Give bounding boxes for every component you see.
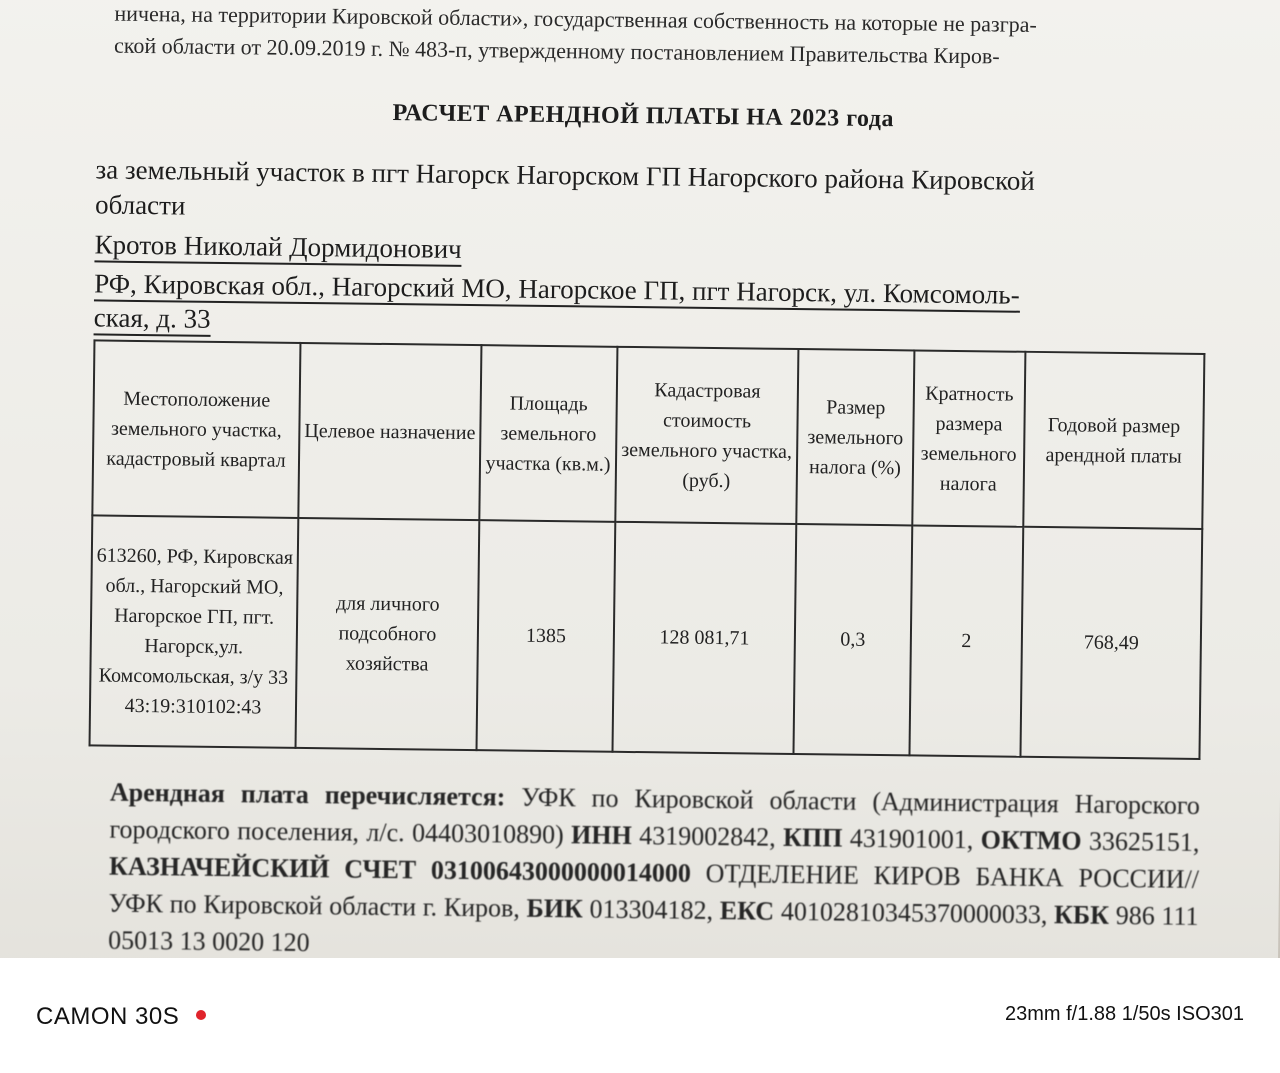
cell-purpose: для личного подсобного хозяйства (296, 518, 480, 750)
kpp-label: КПП (782, 822, 843, 853)
header-location: Местоположение земельного участка, кадастровый квартал (92, 340, 300, 518)
oktmo-label: ОКТМО (980, 825, 1082, 856)
header-line-2: ской области от 20.09.2019 г. № 483-п, утвержденному постановлением Правительства Киров- (113, 32, 1000, 69)
oktmo-value: 33625151, (1088, 826, 1200, 857)
account-label: КАЗНАЧЕЙСКИЙ СЧЕТ (108, 851, 417, 885)
cell-cadastral-value: 128 081,71 (612, 522, 796, 754)
tenant-address-row-2 (94, 302, 211, 334)
bank-name: ОТДЕЛЕНИЕ КИРОВ БАНКА РОССИИ//УФК по Кировской области г. Киров, (108, 858, 1200, 923)
cell-area: 1385 (477, 520, 616, 752)
account-value: 03100643000000014000 (430, 855, 692, 888)
payment-recipient: УФК по Кировской области (Администрация Нагорского городского поселения, л/с. 04403010890) (109, 782, 1201, 850)
table-header-row (92, 340, 1204, 529)
bik-label: БИК (526, 893, 584, 924)
tenant-address-line-1: РФ, Кировская обл., Нагорский МО, Нагорское ГП, пгт Нагорск, ул. Комсомоль- (94, 268, 1020, 312)
eks-value: 40102810345370000033, (780, 896, 1048, 930)
subject-line-1: за земельный участок в пгт Нагорск Нагорском ГП Нагорского района Кировской (95, 154, 1035, 196)
header-cadastral-value: Кадастровая стоимость земельного участка, (руб.) (615, 347, 798, 524)
kpp-value: 431901001, (849, 823, 974, 855)
payment-label: Арендная плата перечисляется: (109, 777, 506, 812)
document-title: РАСЧЕТ АРЕНДНОЙ ПЛАТЫ НА 2023 года (392, 100, 895, 133)
cell-tax-rate: 0,3 (793, 524, 912, 755)
header-line-1: ничена, на территории Кировской области», государственная собственность на которые не разгра- (114, 0, 1037, 37)
bik-value: 013304182, (589, 894, 714, 926)
header-area: Площадь земельного участка (кв.м.) (479, 345, 617, 522)
subject-line-2: области (94, 189, 186, 221)
camera-brand: CAMON 30S (36, 1003, 180, 1030)
cell-annual-rent: 768,49 (1020, 527, 1202, 759)
eks-label: ЕКС (719, 896, 775, 926)
tenant-name: Кротов Николай Дормидонович (94, 229, 461, 266)
brand-dot-icon (196, 1010, 206, 1020)
cell-multiplier: 2 (909, 525, 1023, 756)
kbk-value: 986 111 05013 13 0020 120 (107, 900, 1199, 958)
header-tax-rate: Размер земельного налога (%) (796, 349, 914, 525)
tenant-name-row (94, 229, 461, 264)
kbk-label: КБК (1053, 900, 1110, 930)
tenant-address-row-1 (94, 268, 1020, 310)
header-multiplier: Кратность размера земельного налога (912, 350, 1025, 526)
rent-table (89, 339, 1206, 760)
tenant-address-line-2: ская, д. 33 (94, 302, 211, 336)
table-row (90, 515, 1203, 759)
inn-value: 4319002842, (639, 821, 776, 852)
cell-location: 613260, РФ, Кировская обл., Нагорский МО, Нагорское ГП, пгт. Нагорск,ул. Комсомольская, з/у 33 43:19:310102:43 (90, 515, 299, 747)
header-annual-rent: Годовой размер арендной платы (1023, 352, 1204, 529)
payment-details (108, 774, 1200, 958)
inn-label: ИНН (570, 820, 632, 851)
camera-specs: 23mm f/1.88 1/50s ISO301 (1004, 1003, 1244, 1025)
header-purpose: Целевое назначение (298, 343, 481, 520)
